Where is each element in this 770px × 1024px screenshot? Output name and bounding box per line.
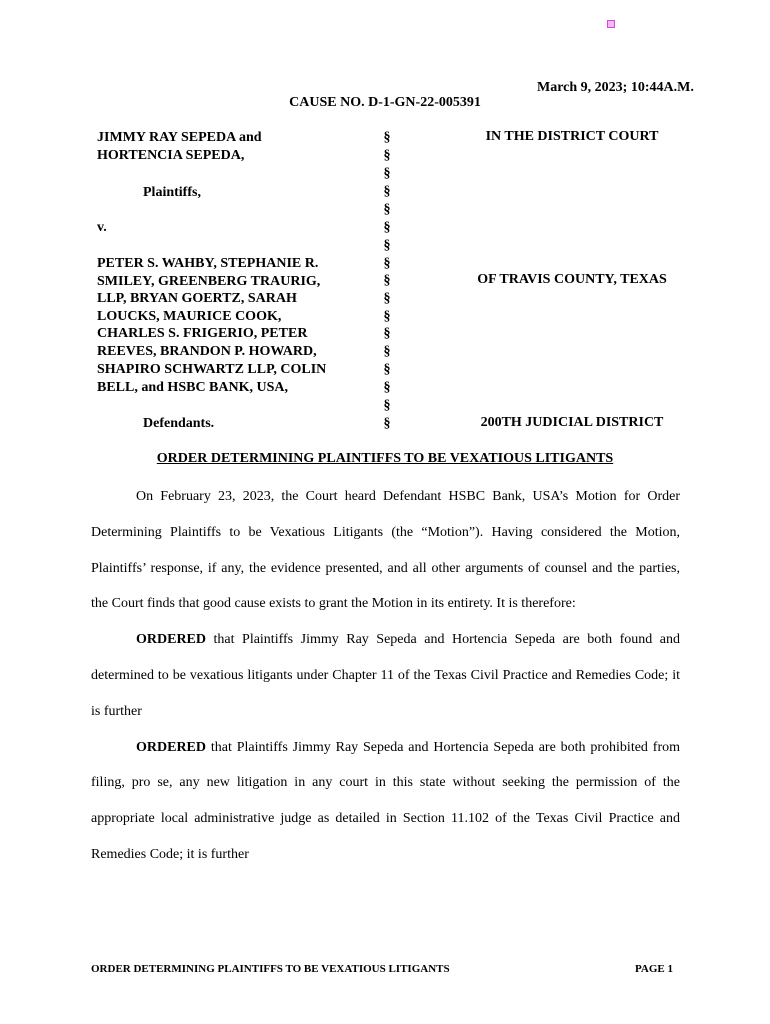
section-symbol: § bbox=[383, 220, 391, 235]
section-symbol: § bbox=[383, 362, 391, 377]
section-symbol: § bbox=[383, 256, 391, 271]
section-symbol: § bbox=[383, 398, 391, 413]
section-symbol: § bbox=[383, 344, 391, 359]
file-stamp: March 9, 2023; 10:44A.M. bbox=[537, 80, 694, 95]
defendants-line-1: PETER S. WAHBY, STEPHANIE R. bbox=[97, 256, 319, 271]
cause-number: CAUSE NO. D-1-GN-22-005391 bbox=[289, 95, 481, 110]
paragraph-findings: On February 23, 2023, the Court heard Defendant HSBC Bank, USA’s Motion for Order Determining Plaintiffs to be Vexatious Litigants (the “Motion”). Having considered the Motion, Plaintiffs’ response, if any, the evidence presented, and all other arguments of counsel and the parties, the Court finds that good cause exists to grant the Motion in its entirety. It is therefore: bbox=[91, 489, 680, 612]
section-symbol: § bbox=[383, 380, 391, 395]
defendants-line-8: BELL, and HSBC BANK, USA, bbox=[97, 380, 289, 395]
paragraph-ordered-vexatious bbox=[91, 622, 680, 729]
section-symbol: § bbox=[383, 148, 391, 163]
section-symbol: § bbox=[383, 273, 391, 288]
defendants-label: Defendants. bbox=[143, 416, 215, 431]
ordered-lead: ORDERED bbox=[136, 739, 207, 755]
section-symbol: § bbox=[383, 416, 391, 431]
plaintiffs-label: Plaintiffs, bbox=[143, 185, 201, 200]
ordered-text: that Plaintiffs Jimmy Ray Sepeda and Hortencia Sepeda are both found and determined to be vexatious litigants under Chapter 11 of the Texas Civil Practice and Remedies Code; it is further bbox=[91, 632, 680, 719]
defendants-line-5: CHARLES S. FRIGERIO, PETER bbox=[97, 326, 308, 341]
plaintiffs-names-line-1: JIMMY RAY SEPEDA and bbox=[97, 130, 262, 145]
defendants-line-3: LLP, BRYAN GOERTZ, SARAH bbox=[97, 291, 297, 306]
section-symbol: § bbox=[383, 238, 391, 253]
defendants-line-7: SHAPIRO SCHWARTZ LLP, COLIN bbox=[97, 362, 327, 377]
order-body bbox=[91, 479, 680, 873]
section-symbol: § bbox=[383, 291, 391, 306]
footer-title: ORDER DETERMINING PLAINTIFFS TO BE VEXATIOUS LITIGANTS bbox=[91, 963, 450, 975]
defendants-line-2: SMILEY, GREENBERG TRAURIG, bbox=[97, 274, 321, 289]
plaintiffs-names-line-2: HORTENCIA SEPEDA, bbox=[97, 148, 245, 163]
court-line-district: IN THE DISTRICT COURT bbox=[485, 129, 659, 144]
order-title: ORDER DETERMINING PLAINTIFFS TO BE VEXATIOUS LITIGANTS bbox=[156, 451, 614, 466]
section-symbol: § bbox=[383, 309, 391, 324]
page-number: PAGE 1 bbox=[635, 963, 673, 975]
ordered-lead: ORDERED bbox=[136, 632, 207, 648]
section-symbol: § bbox=[383, 184, 391, 199]
court-line-county: OF TRAVIS COUNTY, TEXAS bbox=[477, 272, 667, 287]
defendants-line-6: REEVES, BRANDON P. HOWARD, bbox=[97, 344, 317, 359]
annotation-marker bbox=[607, 20, 615, 28]
paragraph-ordered-prohibited bbox=[91, 730, 680, 873]
ordered-text: that Plaintiffs Jimmy Ray Sepeda and Hortencia Sepeda are both prohibited from filing, pro se, any new litigation in any court in this state without seeking the permission of the appropriate local administrative judge as detailed in Section 11.102 of the Texas Civil Practice and Remedies Code; it is further bbox=[91, 739, 680, 862]
versus-label: v. bbox=[97, 220, 107, 235]
section-symbol: § bbox=[383, 166, 391, 181]
section-symbol: § bbox=[383, 130, 391, 145]
section-symbol: § bbox=[383, 326, 391, 341]
section-symbol: § bbox=[383, 202, 391, 217]
court-line-judicial-district: 200TH JUDICIAL DISTRICT bbox=[480, 415, 664, 430]
defendants-line-4: LOUCKS, MAURICE COOK, bbox=[97, 309, 282, 324]
